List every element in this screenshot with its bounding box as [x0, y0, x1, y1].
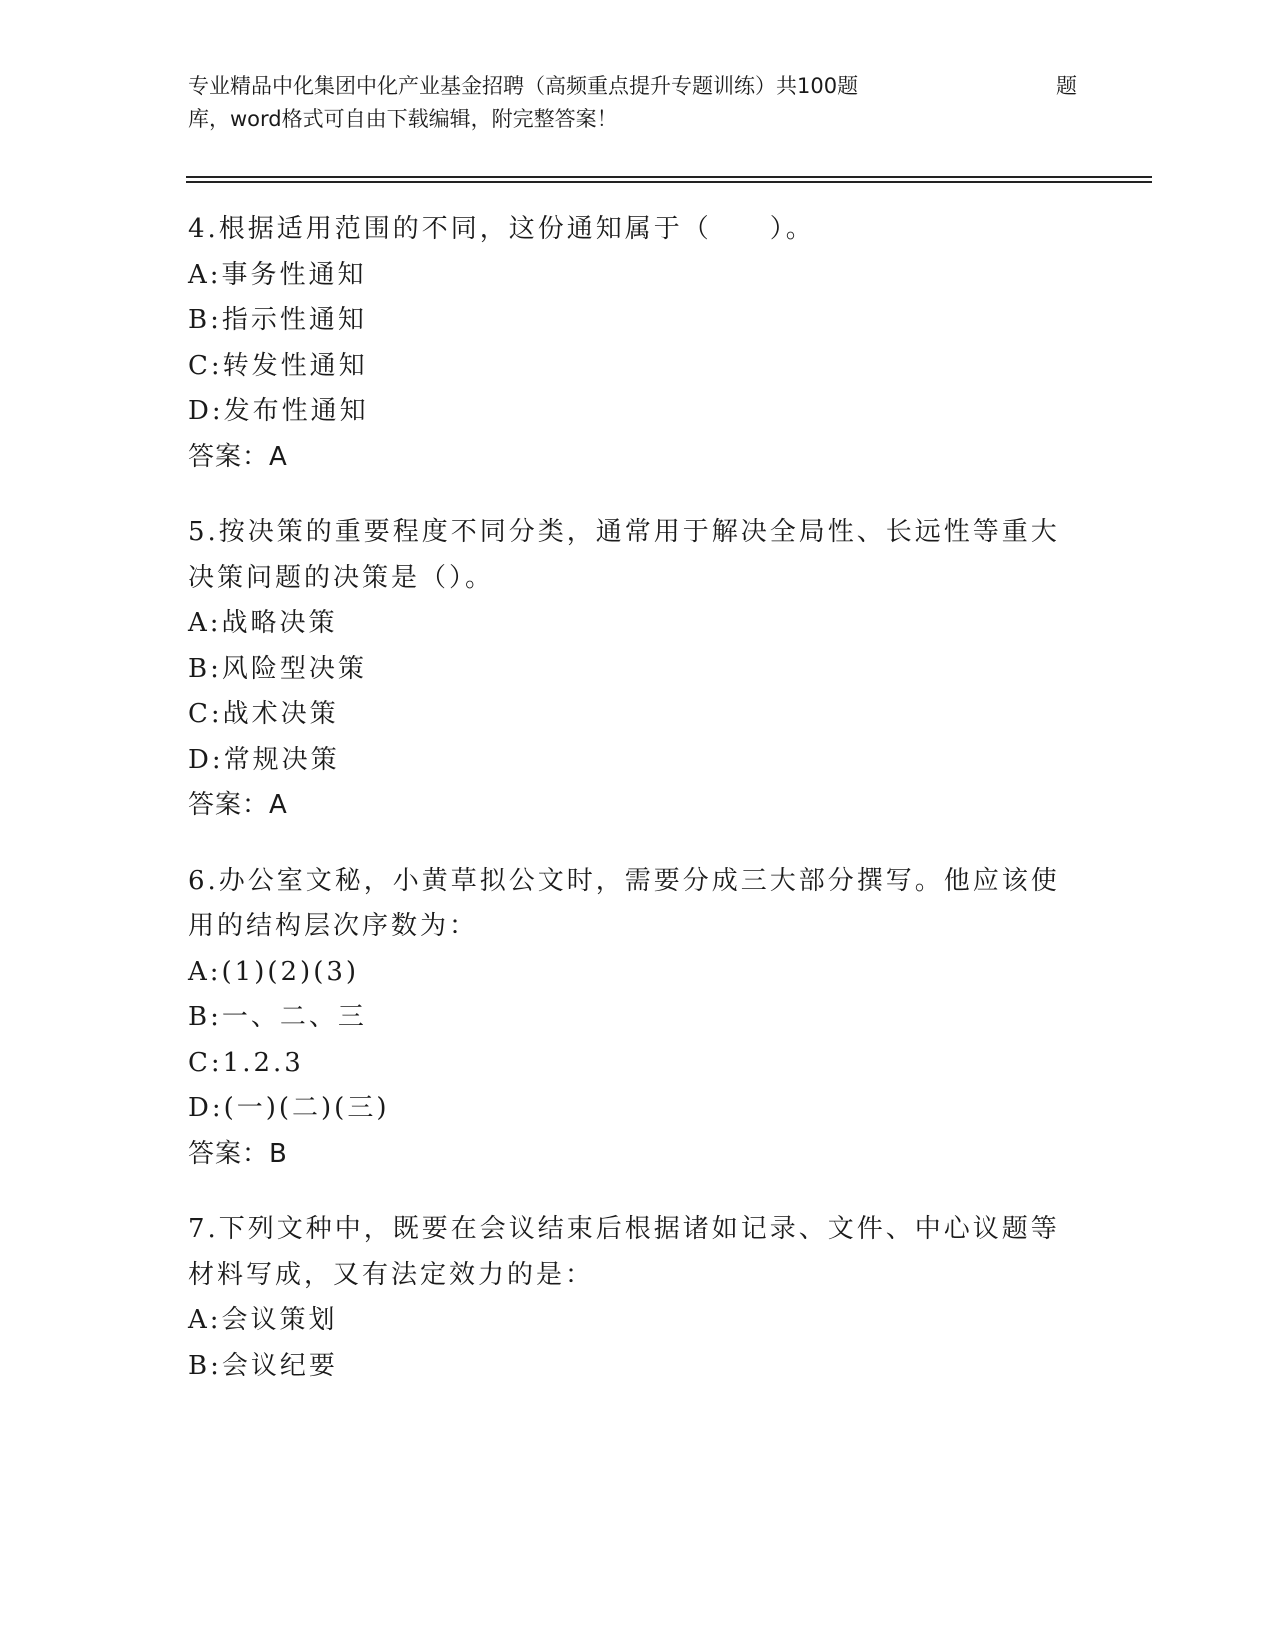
option-b: B:一、二、三 [188, 1002, 367, 1032]
option-a: A:事务性通知 [188, 259, 367, 290]
question-4 [188, 207, 1068, 480]
question-list [188, 207, 1068, 1419]
header-line-1 [188, 70, 1088, 103]
option-b: B:会议纪要 [188, 1350, 338, 1381]
question-6 [188, 859, 1068, 1178]
question-7 [188, 1207, 1068, 1389]
answer: 答案：A [188, 441, 288, 472]
option-b: B:风险型决策 [188, 653, 367, 684]
question-text: 6.办公室文秘，小黄草拟公文时，需要分成三大部分撰写。他应该使用的结构层次序数为： [188, 865, 1060, 941]
option-b: B:指示性通知 [188, 305, 367, 335]
option-a: A:(1)(2)(3) [188, 956, 360, 987]
option-c: C:战术决策 [188, 699, 339, 729]
option-d: D:常规决策 [188, 744, 340, 775]
option-d: D:(一)(二)(三) [188, 1093, 390, 1123]
document-header [188, 70, 1088, 136]
question-5 [188, 510, 1068, 829]
question-text: 7.下列文种中，既要在会议结束后根据诸如记录、文件、中心议题等材料写成，又有法定效力的是： [188, 1214, 1060, 1290]
header-title: 专业精品中化集团中化产业基金招聘（高频重点提升专题训练）共100题 [188, 74, 859, 98]
option-a: A:战略决策 [188, 608, 338, 638]
header-line-2: 库，word格式可自由下载编辑，附完整答案！ [188, 107, 618, 131]
option-d: D:发布性通知 [188, 396, 369, 426]
question-text: 4.根据适用范围的不同，这份通知属于（ ）。 [188, 214, 815, 244]
header-divider-bottom [186, 181, 1152, 183]
option-a: A:会议策划 [188, 1305, 338, 1335]
option-c: C:1.2.3 [188, 1047, 304, 1078]
header-title-tail: 题 [1056, 74, 1077, 98]
question-text: 5.按决策的重要程度不同分类，通常用于解决全局性、长远性等重大决策问题的决策是（）。 [188, 517, 1060, 593]
answer: 答案：A [188, 790, 288, 820]
option-c: C:转发性通知 [188, 350, 368, 381]
header-divider-top [186, 176, 1152, 178]
answer: 答案：B [188, 1138, 288, 1169]
